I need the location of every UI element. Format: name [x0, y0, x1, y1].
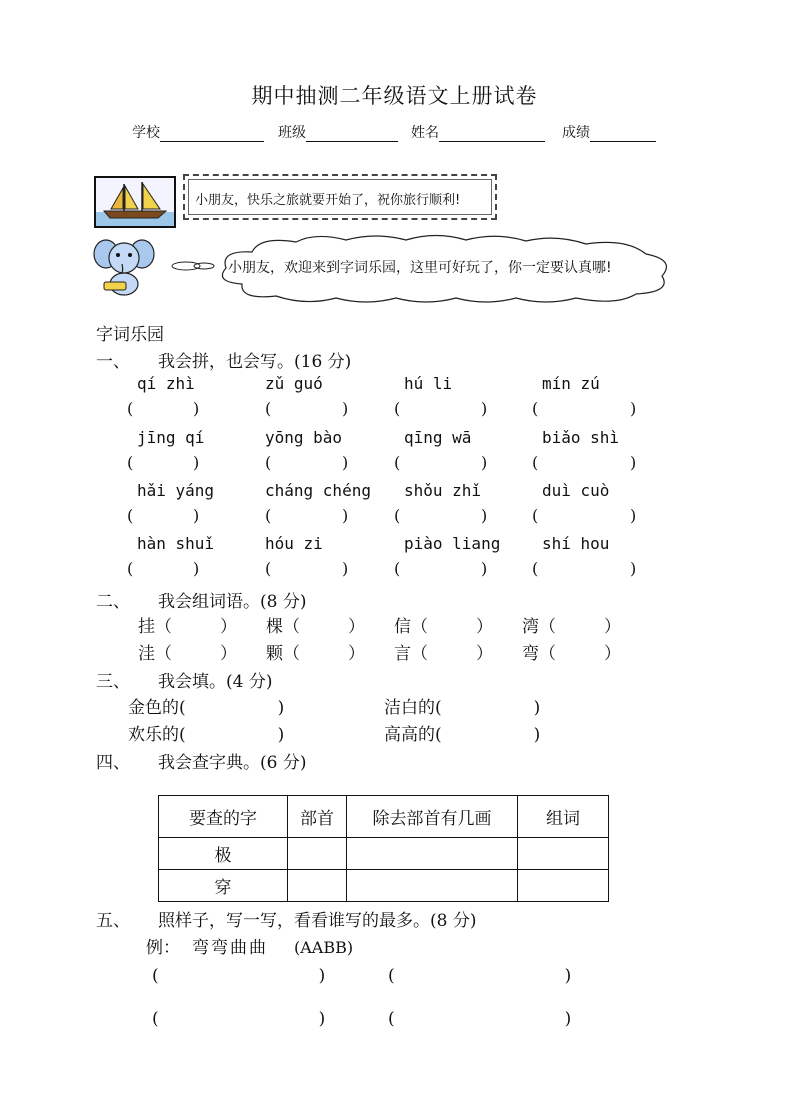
word-build-item[interactable]: 挂（ ）: [138, 617, 237, 637]
answer-paren-close: ): [342, 453, 349, 472]
q1-text: 我会拼，也会写。(16 分): [158, 352, 352, 372]
word-build-item[interactable]: 颗（ ）: [266, 644, 365, 664]
table-cell: 极: [159, 838, 288, 870]
word-build-item[interactable]: 棵（ ）: [266, 617, 365, 637]
answer-paren-open[interactable]: (: [127, 506, 134, 525]
pinyin-word: hóu zi: [265, 534, 323, 553]
q5-heading: [96, 906, 476, 931]
q1-label: 一、: [96, 352, 130, 372]
q4-text: 我会查字典。(6 分): [158, 753, 307, 773]
table-header: 要查的字: [159, 796, 288, 838]
pinyin-word: zǔ guó: [265, 374, 323, 393]
note-text: 小朋友，快乐之旅就要开始了，祝你旅行顺利!: [195, 193, 461, 208]
answer-paren-close: ): [630, 453, 637, 472]
q3-text: 我会填。(4 分): [158, 672, 273, 692]
q5-example-label: 例：: [146, 938, 180, 958]
answer-paren-open[interactable]: (: [265, 399, 272, 418]
pinyin-word: hàn shuǐ: [137, 534, 215, 553]
answer-paren-close: ): [342, 506, 349, 525]
character: 挂: [138, 617, 155, 637]
school-blank[interactable]: [160, 127, 264, 142]
q1-heading: [96, 347, 351, 372]
word-build-item[interactable]: 湾（ ）: [522, 617, 621, 637]
answer-paren-close: ): [481, 506, 488, 525]
pinyin-word: shǒu zhǐ: [404, 481, 482, 500]
pinyin-word: piào liang: [404, 534, 501, 553]
pinyin-word: qīng wā: [404, 428, 472, 447]
pinyin-word: qí zhì: [137, 374, 195, 393]
answer-paren-close: ): [193, 559, 200, 578]
q3-heading: [96, 667, 272, 692]
name-label: 姓名: [411, 125, 439, 141]
answer-blank[interactable]: ( ): [388, 1009, 572, 1029]
answer-blank[interactable]: ( ): [388, 966, 572, 986]
table-header: 部首: [288, 796, 347, 838]
answer-paren-close: ): [342, 559, 349, 578]
score-blank[interactable]: [590, 127, 656, 142]
q5-example-pattern: (AABB): [294, 938, 354, 957]
class-field: [278, 122, 398, 142]
answer-paren-open[interactable]: (: [394, 559, 401, 578]
q3-item: 欢乐的( ): [128, 725, 285, 745]
answer-blank[interactable]: ( ): [152, 1009, 326, 1029]
table-cell-blank[interactable]: [347, 870, 518, 902]
dictionary-table: [158, 795, 609, 902]
pinyin-word: biǎo shì: [542, 428, 620, 447]
answer-paren-open[interactable]: (: [532, 559, 539, 578]
pinyin-word: cháng chéng: [265, 481, 371, 500]
table-header: 除去部首有几画: [347, 796, 518, 838]
q2-heading: [96, 587, 306, 612]
class-blank[interactable]: [306, 127, 398, 142]
cloud-text: 小朋友，欢迎来到字词乐园，这里可好玩了，你一定要认真哪!: [228, 260, 612, 276]
character: 棵: [266, 617, 283, 637]
q3-item: 金色的( ): [128, 698, 285, 718]
table-row: [159, 838, 609, 870]
answer-paren-open[interactable]: (: [265, 506, 272, 525]
answer-paren-close: ): [193, 399, 200, 418]
answer-paren-close: ): [630, 559, 637, 578]
pinyin-word: jīng qí: [137, 428, 205, 447]
character: 弯: [522, 644, 539, 664]
q5-example: [146, 933, 353, 958]
elephant-picture: [92, 236, 156, 298]
answer-paren-open[interactable]: (: [532, 399, 539, 418]
answer-paren-open[interactable]: (: [265, 453, 272, 472]
answer-paren-close: ): [630, 399, 637, 418]
section-heading: 字词乐园: [96, 325, 164, 345]
class-label: 班级: [278, 125, 306, 141]
answer-paren-close: ): [342, 399, 349, 418]
score-label: 成绩: [562, 125, 590, 141]
word-build-item[interactable]: 弯（ ）: [522, 644, 621, 664]
character: 洼: [138, 644, 155, 664]
school-field: [132, 122, 264, 142]
answer-paren-open[interactable]: (: [265, 559, 272, 578]
answer-paren-open[interactable]: (: [127, 559, 134, 578]
pinyin-word: duì cuò: [542, 481, 610, 500]
answer-blank[interactable]: ( ): [152, 966, 326, 986]
table-cell-blank[interactable]: [518, 838, 609, 870]
pinyin-word: mín zú: [542, 374, 600, 393]
table-cell-blank[interactable]: [347, 838, 518, 870]
table-cell-blank[interactable]: [518, 870, 609, 902]
pinyin-word: yōng bào: [265, 428, 343, 447]
word-build-item[interactable]: 信（ ）: [394, 617, 493, 637]
q4-heading: [96, 748, 306, 773]
answer-paren-open[interactable]: (: [532, 453, 539, 472]
answer-paren-open[interactable]: (: [394, 399, 401, 418]
score-field: [562, 122, 656, 142]
answer-paren-open[interactable]: (: [394, 506, 401, 525]
answer-paren-close: ): [193, 506, 200, 525]
q3-label: 三、: [96, 672, 130, 692]
answer-paren-close: ): [193, 453, 200, 472]
q3-item: 洁白的( ): [384, 698, 541, 718]
name-blank[interactable]: [439, 127, 545, 142]
sailboat-picture: [94, 176, 176, 228]
answer-paren-close: ): [481, 399, 488, 418]
school-label: 学校: [132, 125, 160, 141]
word-build-item[interactable]: 言（ ）: [394, 644, 493, 664]
answer-paren-close: ): [481, 559, 488, 578]
character: 信: [394, 617, 411, 637]
q2-label: 二、: [96, 592, 130, 612]
pinyin-word: shí hou: [542, 534, 610, 553]
name-field: [411, 122, 545, 142]
character: 言: [394, 644, 411, 664]
character: 湾: [522, 617, 539, 637]
answer-paren-close: ): [630, 506, 637, 525]
table-cell-blank[interactable]: [288, 870, 347, 902]
table-header: 组词: [518, 796, 609, 838]
character: 颗: [266, 644, 283, 664]
q3-item: 高高的( ): [384, 725, 541, 745]
answer-paren-close: ): [481, 453, 488, 472]
word-build-item[interactable]: 洼（ ）: [138, 644, 237, 664]
table-cell-blank[interactable]: [288, 838, 347, 870]
q2-text: 我会组词语。(8 分): [158, 592, 307, 612]
pinyin-word: hǎi yáng: [137, 481, 215, 500]
pinyin-word: hú li: [404, 374, 453, 393]
answer-paren-open[interactable]: (: [127, 453, 134, 472]
answer-paren-open[interactable]: (: [127, 399, 134, 418]
page-title: 期中抽测二年级语文上册试卷: [251, 84, 538, 108]
q4-label: 四、: [96, 753, 130, 773]
answer-paren-open[interactable]: (: [394, 453, 401, 472]
q5-label: 五、: [96, 911, 130, 931]
table-row: [159, 870, 609, 902]
answer-paren-open[interactable]: (: [532, 506, 539, 525]
table-cell: 穿: [159, 870, 288, 902]
q5-text: 照样子，写一写，看看谁写的最多。(8 分): [158, 911, 477, 931]
q5-example-word: 弯弯曲曲: [192, 938, 268, 958]
